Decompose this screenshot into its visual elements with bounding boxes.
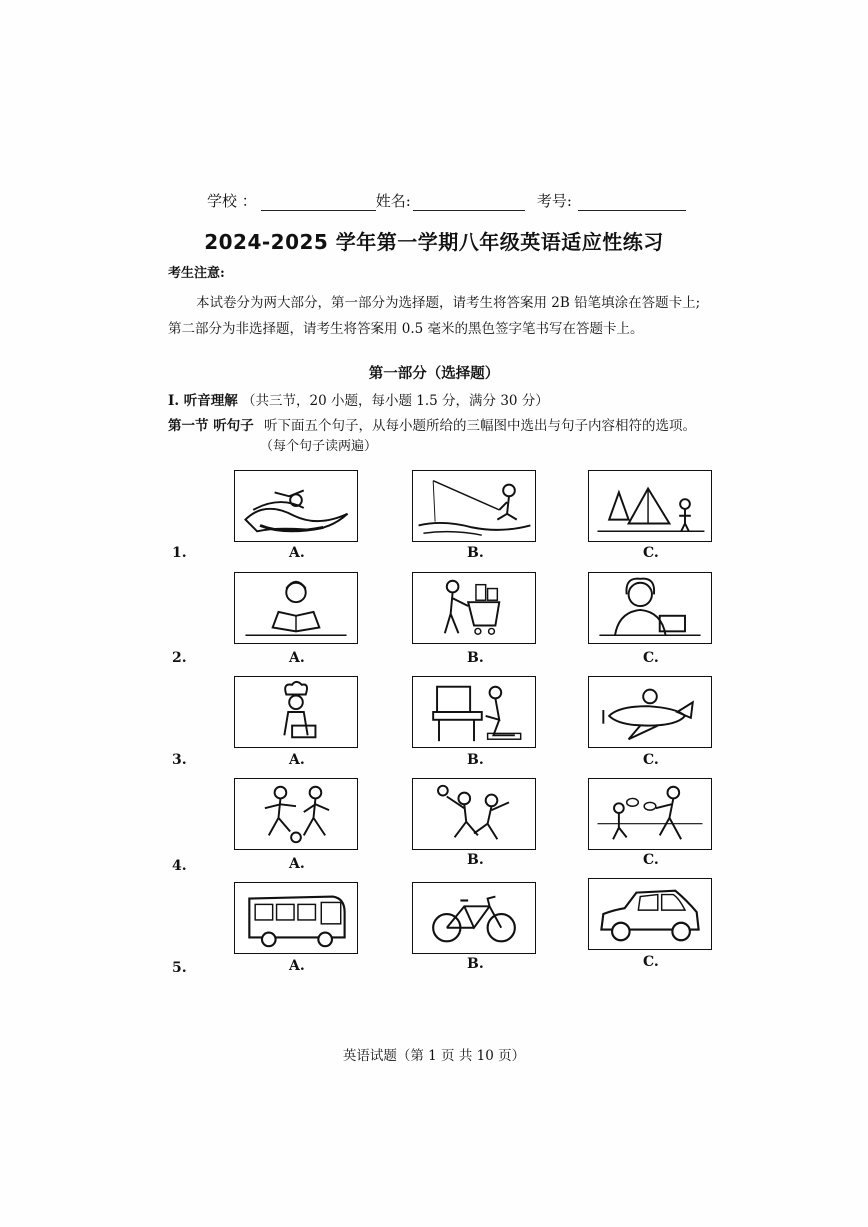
- name-label: 姓名:: [375, 192, 411, 210]
- picture-using-laptop[interactable]: [588, 572, 712, 644]
- option-letter: B.: [467, 852, 484, 868]
- picture-playing-tennis[interactable]: [588, 778, 712, 850]
- option-letter: B.: [467, 752, 484, 768]
- picture-reading[interactable]: [234, 572, 358, 644]
- sub-section-note: （每个句子读两遍）: [260, 439, 378, 454]
- question-number: 1.: [172, 545, 187, 561]
- school-blank: [261, 194, 376, 211]
- picture-bicycle[interactable]: [412, 882, 536, 954]
- notice-line-2: 第二部分为非选择题，请考生将答案用 0.5 毫米的黑色签字笔书写在答题卡上。: [168, 321, 644, 337]
- option-letter: A.: [289, 545, 305, 561]
- question-number: 5.: [172, 960, 187, 976]
- question-number: 2.: [172, 650, 187, 666]
- option-letter: B.: [467, 650, 484, 666]
- picture-flying-plane[interactable]: [588, 676, 712, 748]
- notice-label: 考生注意:: [168, 266, 225, 281]
- picture-swimming[interactable]: [234, 470, 358, 542]
- picture-playing-basketball[interactable]: [412, 778, 536, 850]
- option-letter: C.: [643, 752, 659, 768]
- picture-cooking[interactable]: [234, 676, 358, 748]
- part-one-title: 第一部分（选择题）: [368, 365, 500, 382]
- exam-no-label: 考号:: [536, 192, 572, 210]
- section-i-detail: （共三节，20 小题，每小题 1.5 分，满分 30 分）: [242, 393, 549, 409]
- picture-playing-piano[interactable]: [412, 676, 536, 748]
- page-footer: 英语试题（第 1 页 共 10 页）: [342, 1048, 526, 1064]
- picture-camping[interactable]: [588, 470, 712, 542]
- option-letter: C.: [643, 545, 659, 561]
- picture-shopping[interactable]: [412, 572, 536, 644]
- exam-title: 2024-2025 学年第一学期八年级英语适应性练习: [204, 230, 664, 254]
- school-label: 学校 ：: [207, 192, 257, 210]
- sub-section-instruction: 听下面五个句子，从每小题所给的三幅图中选出与句子内容相符的选项。: [264, 418, 696, 434]
- option-letter: C.: [643, 954, 659, 970]
- name-blank: [413, 194, 525, 211]
- picture-bus[interactable]: [234, 882, 358, 954]
- option-letter: A.: [289, 856, 305, 872]
- student-info-row: [207, 190, 707, 211]
- sub-section-heading: [168, 414, 696, 434]
- section-i-heading: [168, 389, 549, 409]
- notice-line-1: 本试卷分为两大部分，第一部分为选择题，请考生将答案用 2B 铅笔填涂在答题卡上;: [196, 295, 701, 311]
- picture-playing-soccer[interactable]: [234, 778, 358, 850]
- exam-no-blank: [578, 194, 686, 211]
- question-number: 3.: [172, 752, 187, 768]
- option-letter: A.: [289, 958, 305, 974]
- option-letter: A.: [289, 752, 305, 768]
- option-letter: C.: [643, 650, 659, 666]
- picture-fishing[interactable]: [412, 470, 536, 542]
- question-number: 4.: [172, 858, 187, 874]
- sub-section-title: 第一节 听句子: [168, 418, 254, 434]
- section-i-title: I. 听音理解: [168, 393, 238, 409]
- option-letter: C.: [643, 852, 659, 868]
- option-letter: B.: [467, 545, 484, 561]
- picture-car[interactable]: [588, 878, 712, 950]
- option-letter: B.: [467, 956, 484, 972]
- option-letter: A.: [289, 650, 305, 666]
